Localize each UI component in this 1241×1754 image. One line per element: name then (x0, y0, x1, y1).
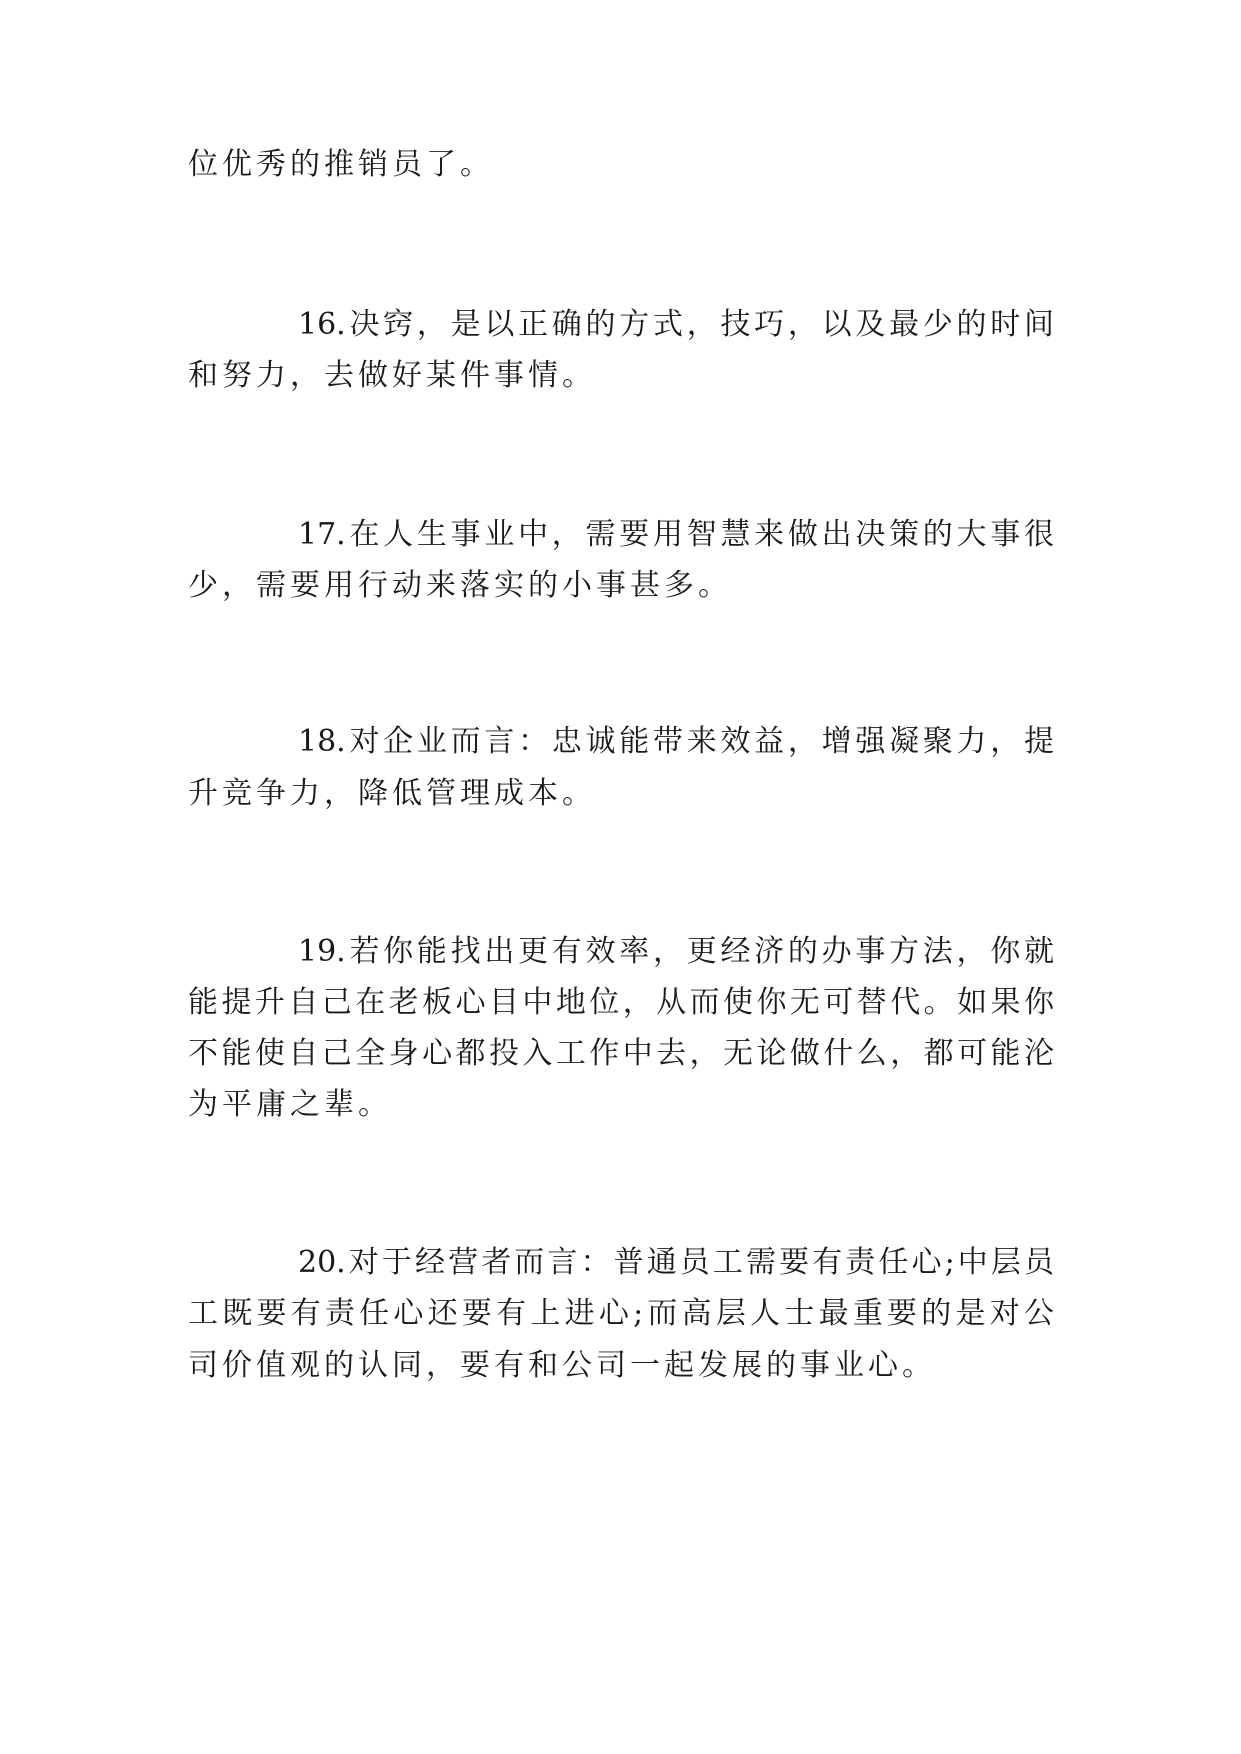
paragraph-line: 司价值观的认同，要有和公司一起发展的事业心。 (188, 1348, 936, 1383)
paragraph-line: 能提升自己在老板心目中地位，从而使你无可替代。如果你 (188, 985, 1054, 1020)
paragraph-line: 位优秀的推销员了。 (188, 147, 494, 182)
paragraph-line: 少，需要用行动来落实的小事甚多。 (188, 568, 732, 603)
paragraph-line: 和努力，去做好某件事情。 (188, 358, 596, 393)
paragraph-line: 升竞争力，降低管理成本。 (188, 776, 596, 811)
paragraph-line: 为平庸之辈。 (188, 1087, 392, 1122)
paragraph-line: 不能使自己全身心都投入工作中去，无论做什么，都可能沦 (188, 1036, 1054, 1071)
paragraph-line: 16.决窍，是以正确的方式，技巧，以及最少的时间 (298, 307, 1054, 342)
paragraph-line: 20.对于经营者而言：普通员工需要有责任心;中层员 (298, 1245, 1054, 1280)
paragraph-line: 工既要有责任心还要有上进心;而高层人士最重要的是对公 (188, 1296, 1054, 1331)
paragraph-line: 19.若你能找出更有效率，更经济的办事方法，你就 (298, 934, 1054, 969)
paragraph-line: 18.对企业而言：忠诚能带来效益，增强凝聚力，提 (298, 724, 1054, 759)
paragraph-line: 17.在人生事业中，需要用智慧来做出决策的大事很 (298, 517, 1054, 552)
